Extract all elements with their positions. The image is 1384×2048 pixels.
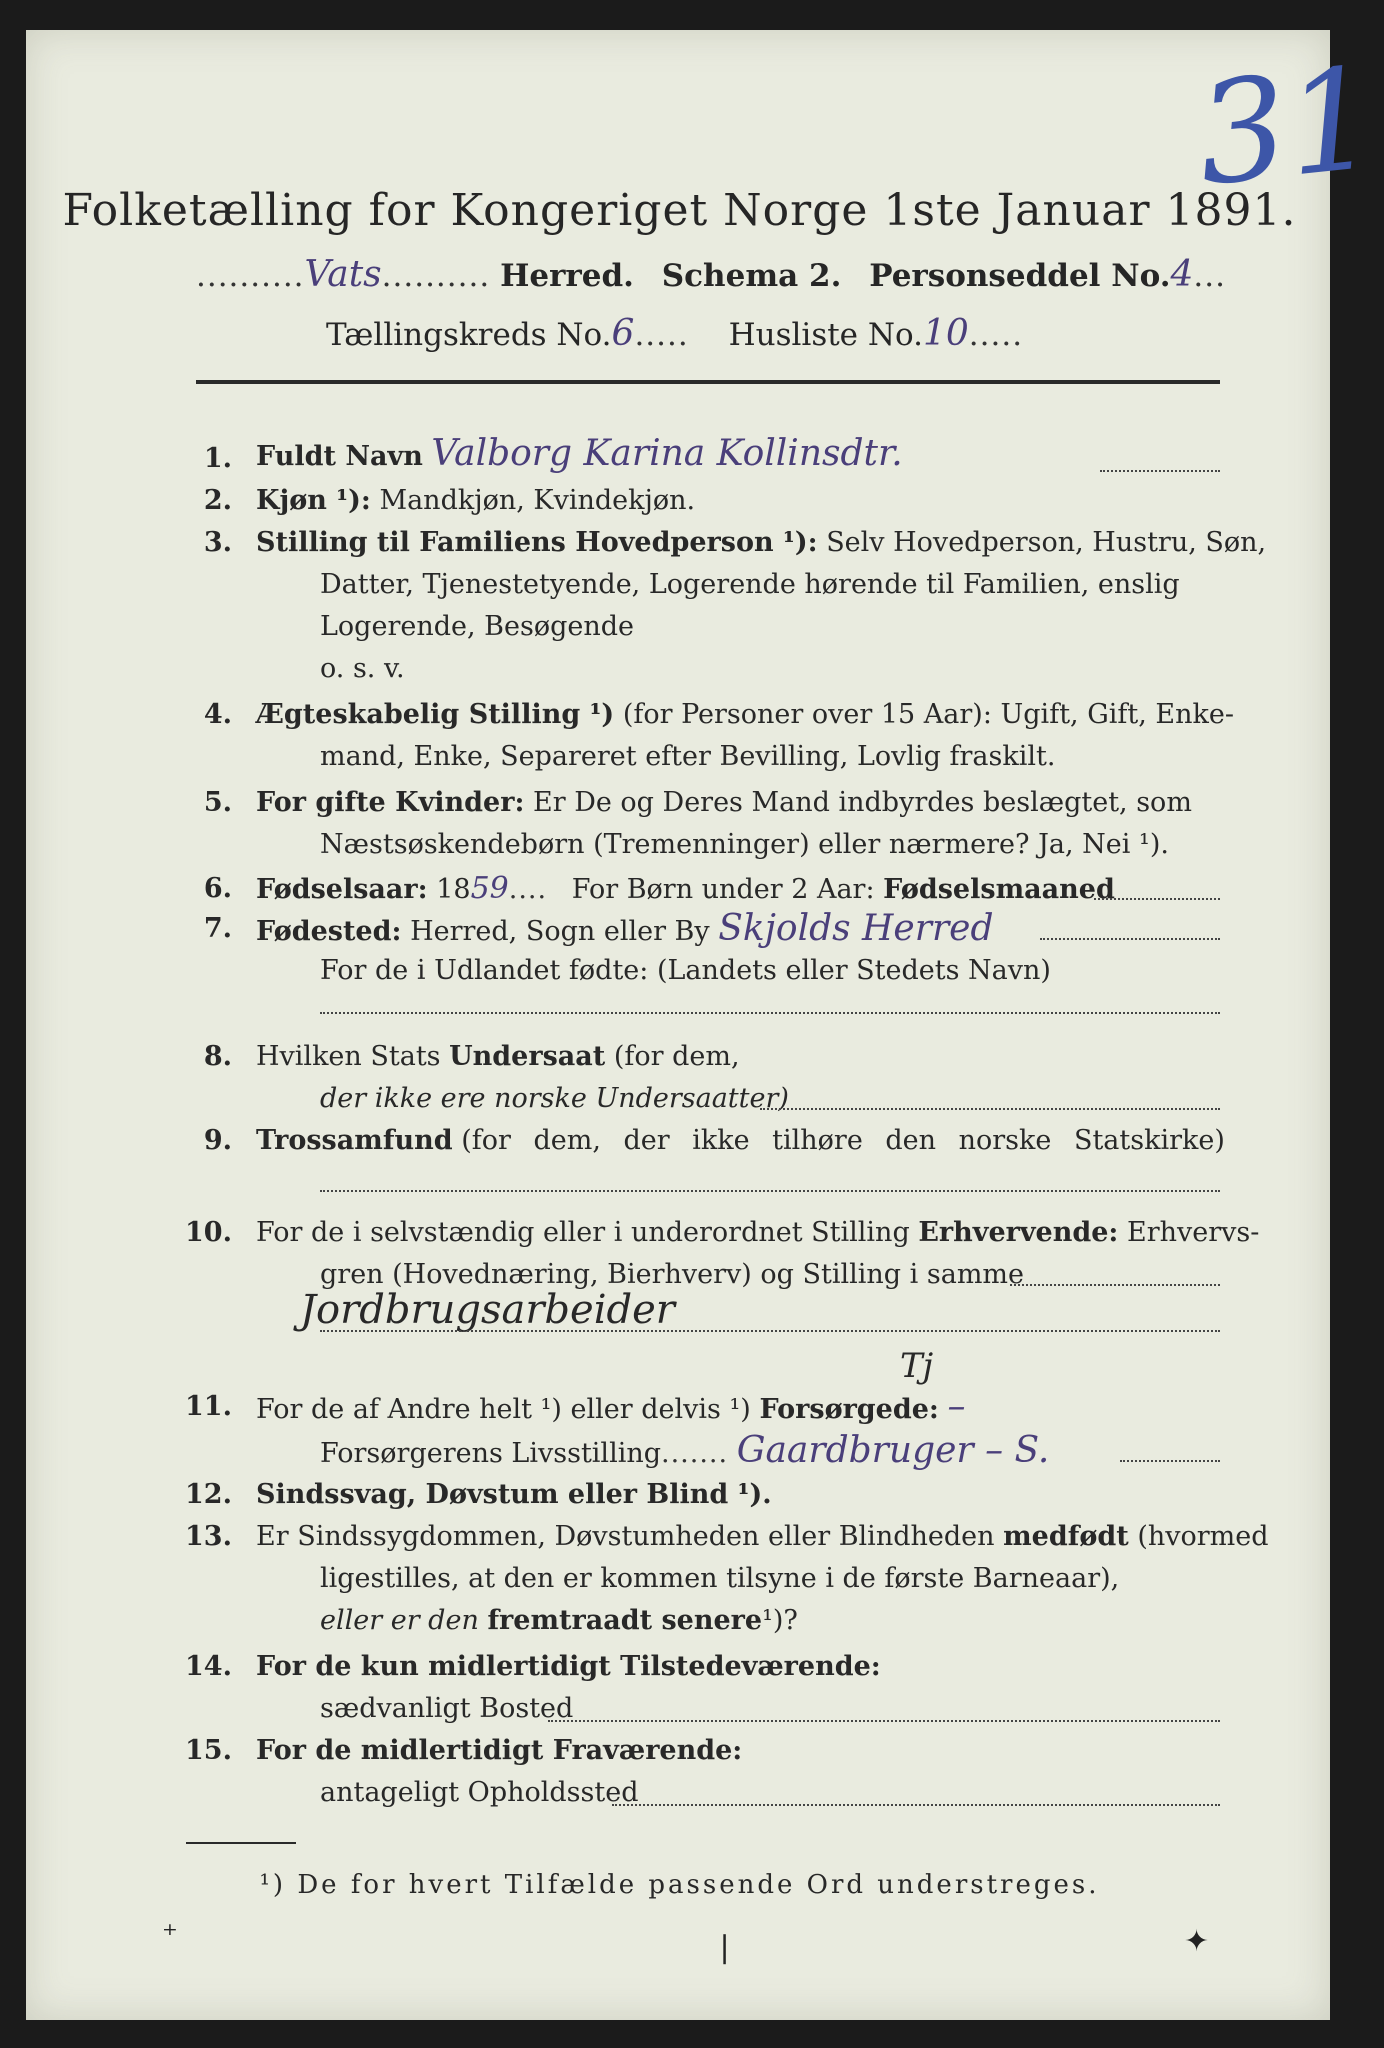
registration-mark: ⁺ (162, 1918, 178, 1953)
page-number-stamp: 31 (1189, 37, 1384, 218)
dotted-line (760, 1108, 1220, 1110)
personseddel-value: 4 (1170, 254, 1194, 295)
item-14: For de kun midlertidigt Tilstedeværende: (256, 1651, 881, 1682)
dotted-line (548, 1720, 1220, 1722)
item-9: Trossamfund (for dem, der ikke tilhøre den norske Statskirke) (256, 1125, 1225, 1156)
item-number: 5. (203, 787, 232, 818)
form-title: Folketælling for Kongeriget Norge 1ste Januar 1891. (62, 185, 1297, 236)
herred-value: Vats (304, 254, 382, 295)
item-number: 1. (203, 443, 232, 474)
item-2: Kjøn ¹): Mandkjøn, Kvindekjøn. (256, 485, 696, 516)
kreds-label: Tællingskreds No. (326, 317, 612, 353)
registration-mark: ❘ (712, 1930, 738, 1965)
dotted-line (320, 1330, 1220, 1332)
herred-label: Herred. (500, 258, 634, 294)
header-rule (196, 380, 1220, 384)
item-5: For gifte Kvinder: Er De og Deres Mand indbyrdes beslægtet, som (256, 787, 1192, 818)
personseddel-label: Personseddel No. (869, 258, 1171, 294)
item-number: 2. (203, 485, 232, 516)
item-number: 3. (203, 527, 232, 558)
dotted-line (1094, 898, 1220, 900)
item-number: 13. (185, 1521, 232, 1552)
dotted-line (1120, 1460, 1220, 1462)
dotted-line (1040, 938, 1220, 940)
dotted-line (1100, 470, 1220, 472)
item-15: For de midlertidigt Fraværende: (256, 1735, 743, 1766)
item-number: 4. (203, 699, 232, 730)
dotted-line (320, 1012, 1220, 1014)
occupation-code: Tj (900, 1346, 934, 1386)
husliste-value: 10 (922, 313, 969, 354)
item-3: Stilling til Familiens Hovedperson ¹): Selv Hovedperson, Hustru, Søn, (256, 527, 1267, 558)
schema-label: Schema 2. (661, 258, 842, 294)
herred-line: ..........Vats.......... Herred. Schema 2. Personseddel No.4... (196, 254, 1226, 295)
occupation-answer: Jordbrugsarbeider (300, 1287, 675, 1333)
provider-occupation-answer: Gaardbruger – S. (736, 1430, 1050, 1471)
item-11: For de af Andre helt ¹) eller delvis ¹) Forsørgede: – (256, 1386, 966, 1427)
item-8: Hvilken Stats Undersaat (for dem, (256, 1041, 740, 1072)
item-number: 10. (185, 1217, 232, 1248)
dotted-line (1010, 1284, 1220, 1286)
dotted-line (612, 1804, 1220, 1806)
item-number: 6. (203, 873, 232, 904)
item-number: 7. (203, 913, 232, 944)
item-7: Fødested: Herred, Sogn eller By Skjolds Herred (256, 908, 994, 949)
item-number: 14. (185, 1651, 232, 1682)
item-1 (256, 433, 903, 477)
item-6: Fødselsaar: 1859.... For Børn under 2 Aar: Fødselsmaaned (256, 871, 1115, 906)
registration-mark: ✦ (1184, 1924, 1210, 1959)
full-name-answer: Valborg Karina Kollinsdtr. (431, 433, 903, 474)
item-number: 8. (203, 1041, 232, 1072)
item-12: Sindssvag, Døvstum eller Blind ¹). (256, 1479, 772, 1510)
dotted-line (320, 1190, 1220, 1192)
kreds-line: Tællingskreds No.6..... Husliste No.10..... (326, 313, 1024, 354)
item-number: 9. (203, 1125, 232, 1156)
footnote: ¹) De for hvert Tilfælde passende Ord understreges. (259, 1870, 1100, 1900)
kreds-value: 6 (611, 313, 635, 354)
item-number: 15. (185, 1735, 232, 1766)
footnote-rule (186, 1842, 296, 1844)
item-number: 12. (185, 1479, 232, 1510)
item-10: For de i selvstændig eller i underordnet Stilling Erhvervende: Erhvervs- (256, 1217, 1260, 1248)
item-4: Ægteskabelig Stilling ¹) (for Personer over 15 Aar): Ugift, Gift, Enke- (256, 699, 1234, 730)
item-number: 11. (185, 1391, 232, 1422)
full-name-label: Fuldt Navn (256, 441, 423, 472)
husliste-label: Husliste No. (728, 317, 923, 353)
item-13: Er Sindssygdommen, Døvstumheden eller Blindheden medfødt (hvormed (256, 1521, 1269, 1552)
